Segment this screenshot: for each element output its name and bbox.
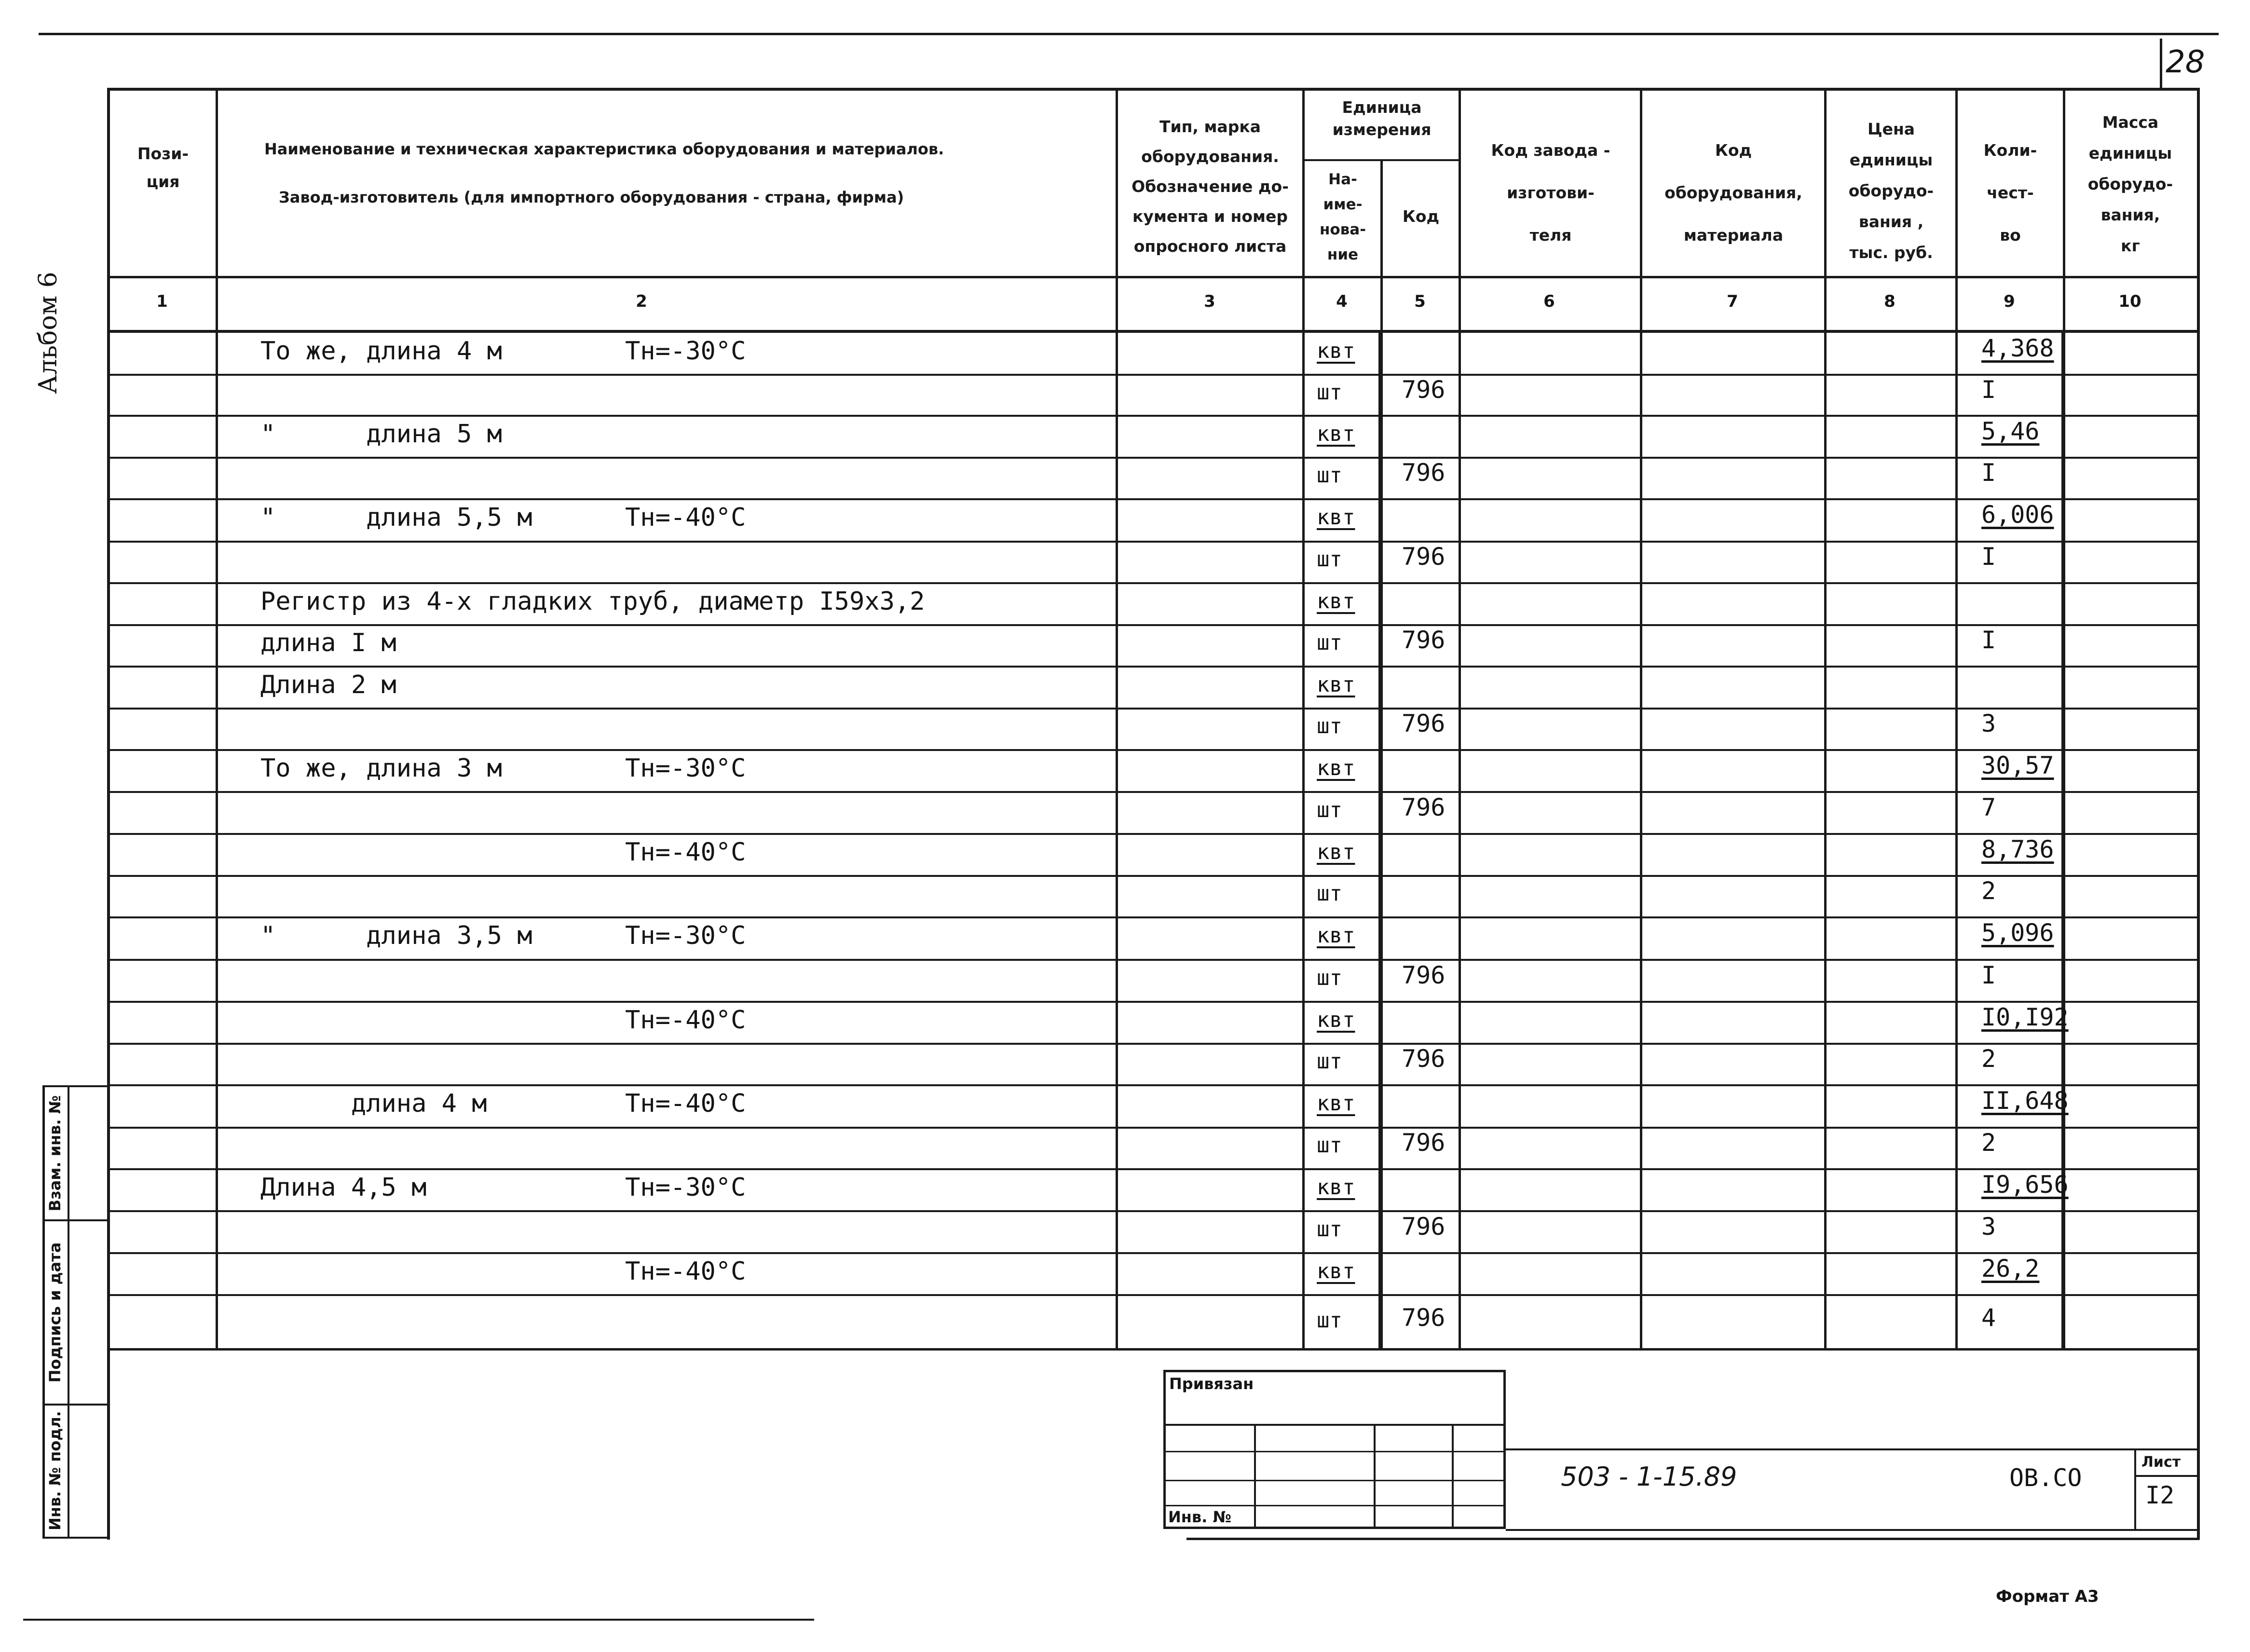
thick-divider: [1378, 333, 1382, 1351]
row-name: длина I м: [260, 628, 396, 657]
row-code: 796: [1402, 793, 1445, 821]
side-label-vzam: Взам. инв. №: [46, 1095, 64, 1212]
side-label-podpis: Подпись и дата: [46, 1242, 64, 1383]
row-separator: [107, 1210, 2199, 1212]
unit-group-divider: [1302, 159, 1459, 161]
header-col2-line1: Наименование и техническая характеристика оборудования и материалов.: [264, 140, 944, 158]
stamp-grid-v3: [1452, 1424, 1454, 1529]
stamp-top-line: [110, 1348, 2199, 1351]
bottom-left-line: [23, 1619, 814, 1621]
row-separator: [107, 1043, 2199, 1045]
row-unit: шт: [1317, 547, 1342, 572]
row-unit: квт: [1317, 588, 1355, 614]
stamp-right-top-line: [1506, 1448, 2199, 1450]
col-number-9: 9: [2004, 292, 2015, 311]
row-quantity: 2: [1981, 1129, 1996, 1157]
row-quantity: I: [1981, 375, 1996, 404]
row-code: 796: [1402, 1212, 1445, 1241]
row-temperature: Тн=-30°С: [625, 753, 746, 783]
col-number-10: 10: [2118, 292, 2141, 311]
stamp-sheet-number: I2: [2145, 1481, 2175, 1509]
row-quantity: 8,736: [1981, 835, 2054, 863]
header-col2-line2: Завод-изготовитель (для импортного оборудования - страна, фирма): [279, 188, 904, 206]
row-separator: [107, 1127, 2199, 1129]
row-name: длина 4 м: [260, 1089, 487, 1118]
row-separator: [107, 916, 2199, 918]
row-quantity: I: [1981, 543, 1996, 571]
row-separator: [107, 749, 2199, 751]
row-quantity: I: [1981, 626, 1996, 654]
stamp-grid-v1: [1254, 1424, 1256, 1529]
stamp-right-bottom-line: [1506, 1529, 2199, 1531]
stamp-privyazan-label: Привязан: [1169, 1375, 1254, 1393]
row-quantity: II,648: [1981, 1087, 2069, 1115]
row-separator: [107, 708, 2199, 710]
col-divider-1: [216, 88, 218, 1351]
row-unit: шт: [1317, 714, 1342, 738]
top-frame-line: [39, 33, 2219, 35]
row-temperature: Тн=-30°С: [625, 921, 746, 950]
col-number-4: 4: [1336, 292, 1348, 311]
page-number-box-left: [2160, 39, 2162, 91]
row-unit: квт: [1317, 923, 1355, 948]
row-unit: квт: [1317, 672, 1355, 697]
col-number-8: 8: [1884, 292, 1895, 311]
row-unit: шт: [1317, 463, 1342, 488]
header-numbers-top: [107, 276, 2199, 278]
row-unit: шт: [1317, 1308, 1342, 1333]
album-label: Альбом 6: [34, 272, 63, 394]
row-quantity: 4: [1981, 1303, 1996, 1332]
row-quantity: 2: [1981, 1045, 1996, 1073]
header-col9: Коли- чест- во: [1983, 141, 2037, 245]
row-code: 796: [1402, 1303, 1445, 1332]
col-number-5: 5: [1414, 292, 1426, 311]
header-col7: Код оборудования, материала: [1664, 141, 1802, 245]
row-code: 796: [1402, 543, 1445, 571]
frame-bottom-line: [1186, 1538, 2199, 1540]
row-temperature: Тн=-30°С: [625, 1173, 746, 1202]
row-temperature: Тн=-30°С: [625, 336, 746, 366]
side-label-inv: Инв. № подл.: [46, 1411, 64, 1530]
format-label: Формат А3: [1996, 1587, 2099, 1606]
row-separator: [107, 1084, 2199, 1086]
row-unit: квт: [1317, 755, 1355, 780]
row-unit: шт: [1317, 965, 1342, 990]
row-code: 796: [1402, 1045, 1445, 1073]
stamp-sheet-divider: [2134, 1475, 2199, 1477]
row-quantity: 7: [1981, 793, 1996, 821]
row-separator: [107, 624, 2199, 626]
row-temperature: Тн=-40°С: [625, 1256, 746, 1286]
row-separator: [107, 791, 2199, 793]
row-separator: [107, 959, 2199, 961]
row-quantity: 5,096: [1981, 919, 2054, 947]
row-name: То же, длина 4 м: [260, 336, 502, 366]
row-code: 796: [1402, 459, 1445, 487]
row-separator: [107, 582, 2199, 584]
row-name: Регистр из 4-х гладких труб, диаметр I59х3,2: [260, 587, 925, 616]
side-block-left: [42, 1085, 45, 1539]
row-name: Длина 4,5 м: [260, 1173, 427, 1202]
row-unit: квт: [1317, 421, 1355, 446]
header-col10: Масса единицы оборудо- вания, кг: [2087, 113, 2173, 255]
stamp-sheet-left: [2134, 1448, 2136, 1530]
col-divider-8: [1955, 88, 1958, 1351]
row-unit: шт: [1317, 797, 1342, 822]
row-unit: квт: [1317, 1258, 1355, 1283]
row-name: " длина 5,5 м: [260, 503, 532, 532]
col-divider-5: [1459, 88, 1461, 1351]
row-unit: шт: [1317, 1216, 1342, 1242]
row-separator: [107, 457, 2199, 459]
row-separator: [107, 875, 2199, 877]
table-left-line: [107, 88, 110, 1540]
frame-right-line: [2197, 88, 2200, 1540]
row-unit: шт: [1317, 630, 1342, 655]
col-number-1: 1: [156, 292, 168, 311]
row-quantity: 5,46: [1981, 417, 2040, 445]
stamp-grid-h1: [1163, 1424, 1506, 1426]
row-temperature: Тн=-40°С: [625, 1089, 746, 1118]
row-separator: [107, 833, 2199, 835]
row-unit: квт: [1317, 1007, 1355, 1032]
stamp-grid-v2: [1374, 1424, 1376, 1529]
row-separator: [107, 1168, 2199, 1170]
row-name: Длина 2 м: [260, 670, 396, 699]
row-unit: квт: [1317, 839, 1355, 864]
row-name: " длина 5 м: [260, 419, 502, 449]
row-quantity: 3: [1981, 710, 1996, 737]
row-separator: [107, 374, 2199, 376]
header-col8: Цена единицы оборудо- вания , тыс. руб.: [1848, 120, 1934, 262]
stamp-doc-code: 503 - 1-15.89: [1561, 1461, 1737, 1492]
row-quantity: 4,368: [1981, 334, 2054, 362]
header-col3: Тип, марка оборудования. Обозначение до- кумента и номер опросного листа: [1132, 117, 1289, 256]
row-separator: [107, 1252, 2199, 1254]
row-unit: квт: [1317, 338, 1355, 363]
row-temperature: Тн=-40°С: [625, 503, 746, 532]
header-numbers-bottom: [107, 330, 2199, 333]
stamp-sheet-label: Лист: [2141, 1454, 2181, 1471]
row-separator: [107, 498, 2199, 500]
header-unit-group: Единица измерения: [1332, 98, 1432, 139]
header-col4: На- име- нова- ние: [1319, 171, 1366, 263]
side-block-mid: [68, 1085, 69, 1539]
row-code: 796: [1402, 961, 1445, 989]
col-number-6: 6: [1543, 292, 1555, 311]
row-temperature: Тн=-40°С: [625, 1005, 746, 1035]
col-divider-7: [1824, 88, 1827, 1351]
stamp-grid-h2: [1163, 1451, 1506, 1452]
row-unit: шт: [1317, 380, 1342, 405]
stamp-grid-h3: [1163, 1480, 1506, 1481]
row-quantity: I9,656: [1981, 1170, 2069, 1199]
stamp-section: ОВ.СО: [2009, 1464, 2082, 1492]
table-top-line: [107, 88, 2199, 91]
row-separator: [107, 666, 2199, 668]
row-unit: квт: [1317, 1091, 1355, 1116]
row-unit: шт: [1317, 1133, 1342, 1158]
row-quantity: 26,2: [1981, 1254, 2040, 1283]
col-divider-6: [1640, 88, 1642, 1351]
header-col6: Код завода - изготови- теля: [1491, 141, 1610, 245]
row-separator: [107, 415, 2199, 417]
row-quantity: 6,006: [1981, 501, 2054, 529]
row-code: 796: [1402, 626, 1445, 654]
header-col5: Код: [1402, 207, 1440, 226]
row-name: " длина 3,5 м: [260, 921, 532, 950]
col-number-7: 7: [1727, 292, 1738, 311]
row-code: 796: [1402, 710, 1445, 737]
header-col1: Пози- ция: [137, 144, 189, 191]
row-separator: [107, 1294, 2199, 1296]
page-number: 28: [2166, 44, 2205, 80]
col-number-3: 3: [1204, 292, 1215, 311]
row-quantity: I: [1981, 459, 1996, 487]
row-code: 796: [1402, 375, 1445, 404]
row-quantity: I0,I92: [1981, 1003, 2069, 1031]
row-unit: квт: [1317, 1174, 1355, 1200]
row-temperature: Тн=-40°С: [625, 837, 746, 867]
row-quantity: 30,57: [1981, 751, 2054, 779]
row-unit: шт: [1317, 881, 1342, 906]
row-quantity: 3: [1981, 1212, 1996, 1241]
row-separator: [107, 1001, 2199, 1003]
stamp-inv-no-label: Инв. №: [1168, 1508, 1231, 1526]
row-unit: квт: [1317, 505, 1355, 530]
row-code: 796: [1402, 1129, 1445, 1157]
row-separator: [107, 541, 2199, 543]
row-quantity: I: [1981, 961, 1996, 989]
col-number-2: 2: [636, 292, 647, 311]
row-quantity: 2: [1981, 877, 1996, 905]
stamp-grid-h4: [1163, 1505, 1506, 1506]
row-unit: шт: [1317, 1049, 1342, 1074]
col-divider-3: [1302, 88, 1305, 1351]
row-name: То же, длина 3 м: [260, 753, 502, 783]
col-divider-2: [1116, 88, 1118, 1351]
